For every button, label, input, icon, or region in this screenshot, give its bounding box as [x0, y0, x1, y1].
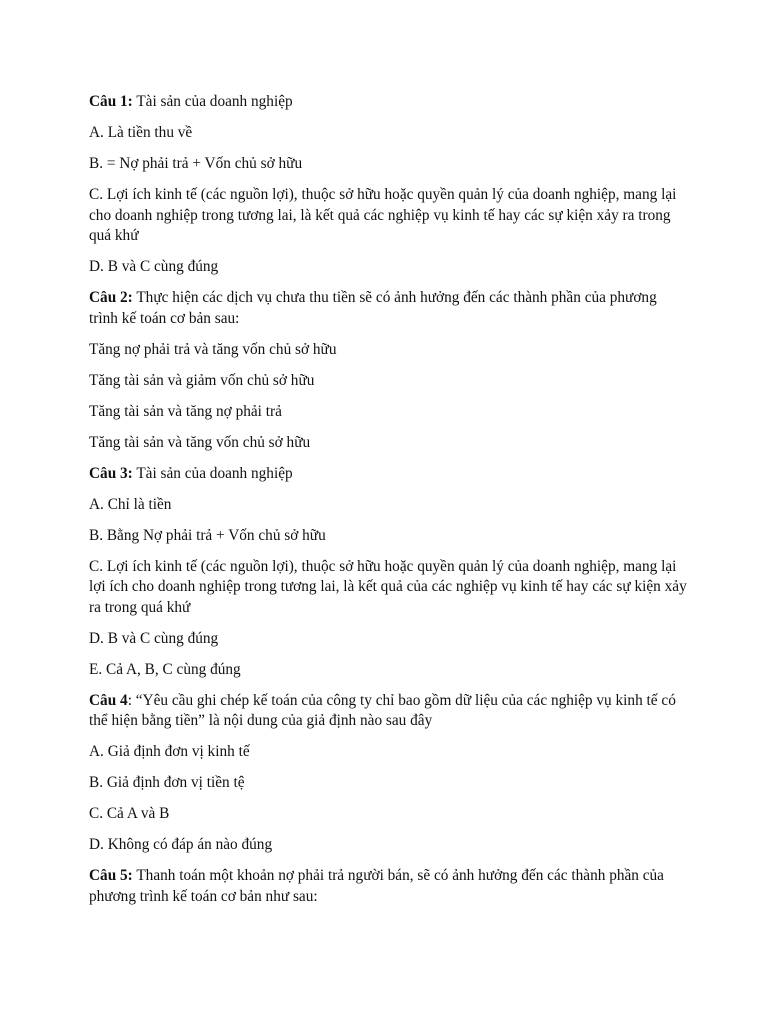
answer-option: A. Là tiền thu về [89, 124, 193, 141]
question-label: Câu 3: [89, 464, 133, 482]
question-prompt: Tài sản của doanh nghiệp [132, 464, 293, 482]
question-2 [89, 288, 689, 329]
answer-option: C. Cả A và B [89, 805, 170, 822]
question-label: Câu 2: [89, 289, 133, 306]
question-3 [89, 464, 689, 485]
answer-option: B. Giả định đơn vị tiền tệ [89, 774, 245, 791]
question-prompt: Thanh toán một khoản nợ phải trả người bán, sẽ có ảnh hưởng đến các thành phần của phương trình kế toán cơ bản như sau: [89, 867, 664, 905]
answer-option: E. Cả A, B, C cùng đúng [89, 660, 241, 678]
answer-option: B. Bằng Nợ phải trả + Vốn chủ sở hữu [89, 526, 326, 544]
question-label: Câu 4 [89, 691, 128, 709]
question-prompt: Tài sản của doanh nghiệp [132, 93, 293, 110]
question-4 [89, 691, 689, 732]
question-prompt: Thực hiện các dịch vụ chưa thu tiền sẽ có ảnh hưởng đến các thành phần của phương trình kế toán cơ bản sau: [89, 289, 657, 327]
question-prompt: : “Yêu cầu ghi chép kế toán của công ty chỉ bao gồm dữ liệu của các nghiệp vụ kinh tế có thể hiện bằng tiền” là nội dung của giả định nào sau đây [89, 691, 676, 729]
question-label: Câu 5: [89, 867, 133, 884]
question-1 [89, 92, 689, 113]
answer-option: D. Không có đáp án nào đúng [89, 836, 273, 853]
question-label: Câu 1: [89, 93, 133, 110]
answer-option: Tăng nợ phải trả và tăng vốn chủ sở hữu [89, 340, 337, 358]
answer-option: C. Lợi ích kinh tế (các nguồn lợi), thuộc sở hữu hoặc quyền quản lý của doanh nghiệp, mang lại lợi ích cho doanh nghiệp trong tương lai, là kết quả của các nghiệp vụ kinh tế hay các sự kiện xảy ra trong quá khứ [89, 557, 687, 616]
question-5 [89, 866, 689, 907]
answer-option: D. B và C cùng đúng [89, 258, 219, 275]
answer-option: Tăng tài sản và tăng nợ phải trả [89, 402, 282, 420]
answer-option: Tăng tài sản và giảm vốn chủ sở hữu [89, 371, 315, 389]
document-page [89, 92, 689, 918]
answer-option: D. B và C cùng đúng [89, 629, 219, 647]
answer-option: C. Lợi ích kinh tế (các nguồn lợi), thuộc sở hữu hoặc quyền quản lý của doanh nghiệp, mang lại cho doanh nghiệp trong tương lai, là kết quả các nghiệp vụ kinh tế hay các sự kiện xảy ra trong quá khứ [89, 186, 677, 244]
answer-option: A. Giả định đơn vị kinh tế [89, 743, 250, 760]
answer-option: Tăng tài sản và tăng vốn chủ sở hữu [89, 433, 311, 451]
answer-option: A. Chỉ là tiền [89, 495, 172, 513]
answer-option: B. = Nợ phải trả + Vốn chủ sở hữu [89, 155, 303, 172]
